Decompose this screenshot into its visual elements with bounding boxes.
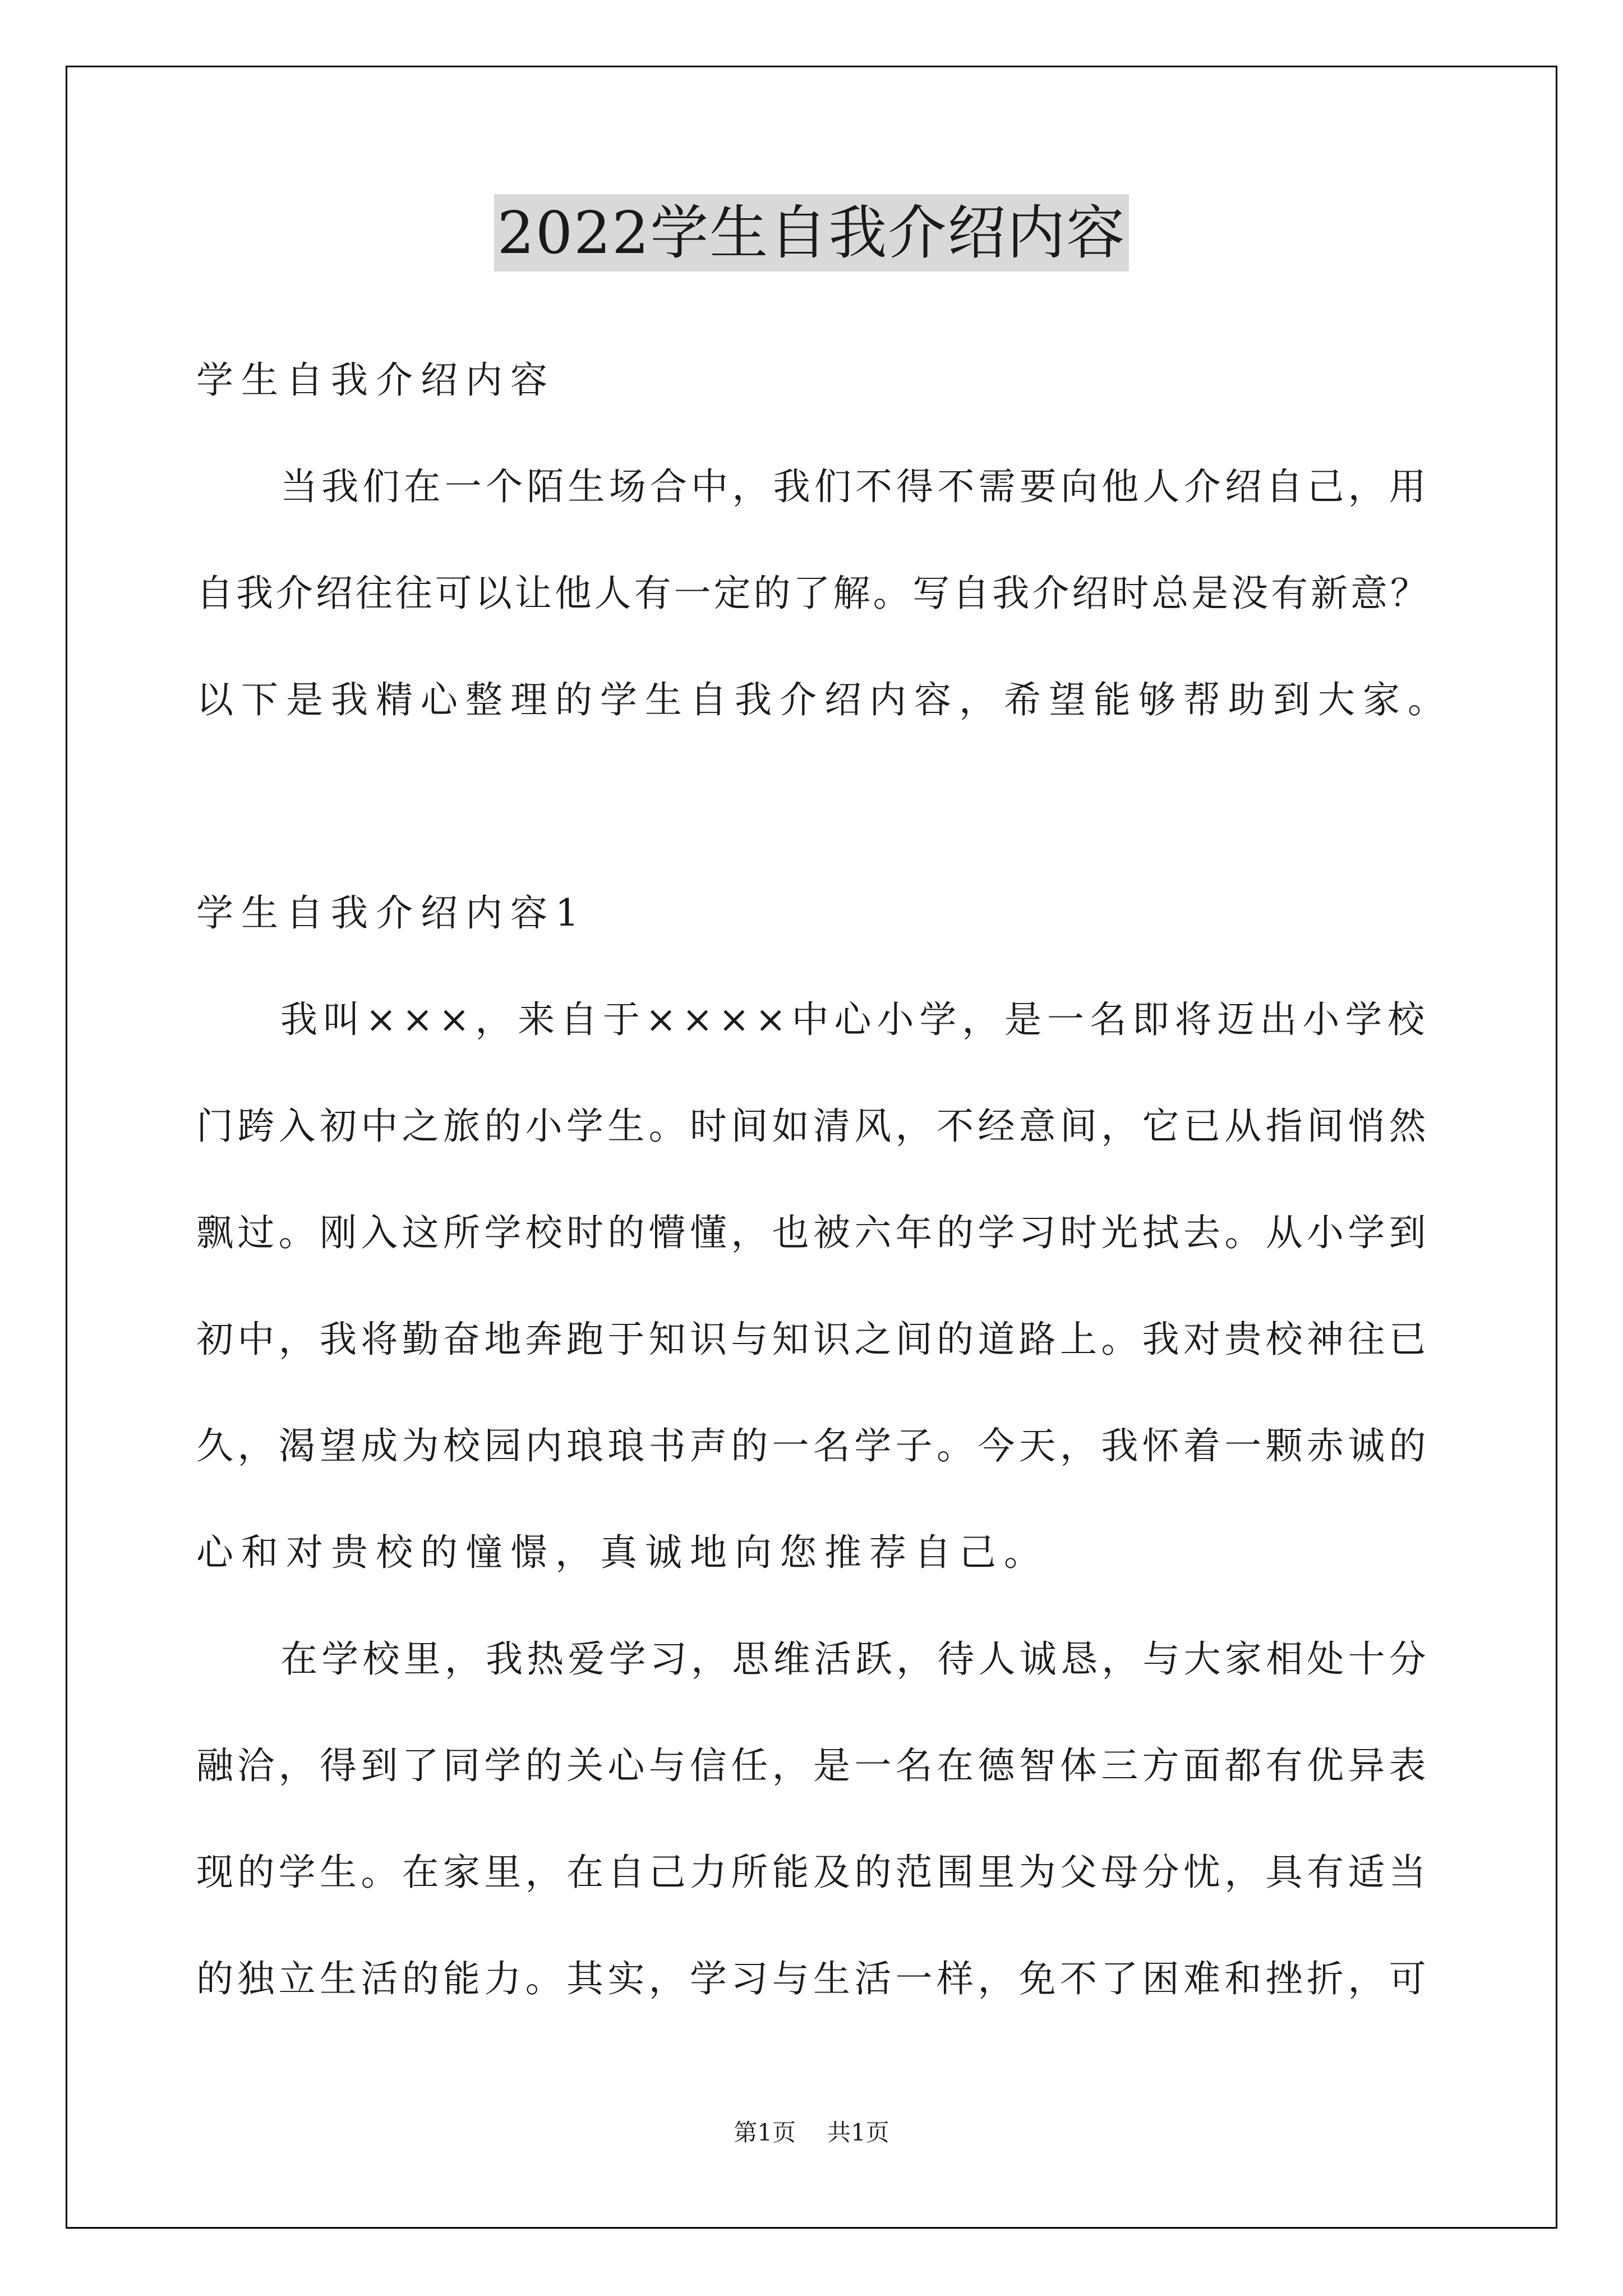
section1-heading: 学生自我介绍内容1 [196, 891, 587, 935]
section1-para1-line-1: 我叫×××，来自于××××中心小学，是一名即将迈出小学校 [280, 998, 1430, 1041]
document-title: 2022学生自我介绍内容 [494, 194, 1129, 272]
section1-para1-line-5: 久，渴望成为校园内琅琅书声的一名学子。今天，我怀着一颗赤诚的 [196, 1424, 1430, 1467]
section1-para1-line-3: 飘过。刚入这所学校时的懵懂，也被六年的学习时光拭去。从小学到 [196, 1211, 1430, 1254]
intro-line-3: 以下是我精心整理的学生自我介绍内容，希望能够帮助到大家。 [196, 678, 1453, 721]
section1-para1-line-4: 初中，我将勤奋地奔跑于知识与知识之间的道路上。我对贵校神往已 [196, 1318, 1430, 1361]
title-container [0, 194, 1623, 272]
section1-para2-line-4: 的独立生活的能力。其实，学习与生活一样，免不了困难和挫折，可 [196, 1957, 1430, 2000]
subtitle: 学生自我介绍内容 [196, 358, 555, 402]
section1-para2-line-3: 现的学生。在家里，在自己力所能及的范围里为父母分忧，具有适当 [196, 1851, 1430, 1894]
page-number-total: 共1页 [827, 2119, 889, 2146]
page-footer [0, 2116, 1623, 2150]
section1-para2-line-1: 在学校里，我热爱学习，思维活跃，待人诚恳，与大家相处十分 [280, 1637, 1430, 1681]
section1-para1-line-6: 心和对贵校的憧憬，真诚地向您推荐自己。 [196, 1531, 1049, 1574]
intro-line-1: 当我们在一个陌生场合中，我们不得不需要向他人介绍自己，用 [280, 465, 1430, 508]
intro-line-2: 自我介绍往往可以让他人有一定的了解。写自我介绍时总是没有新意？ [196, 572, 1430, 615]
page-number-current: 第1页 [734, 2119, 796, 2146]
section1-para1-line-2: 门跨入初中之旅的小学生。时间如清风，不经意间，它已从指间悄然 [196, 1105, 1430, 1148]
section1-para2-line-2: 融洽，得到了同学的关心与信任，是一名在德智体三方面都有优异表 [196, 1744, 1430, 1787]
